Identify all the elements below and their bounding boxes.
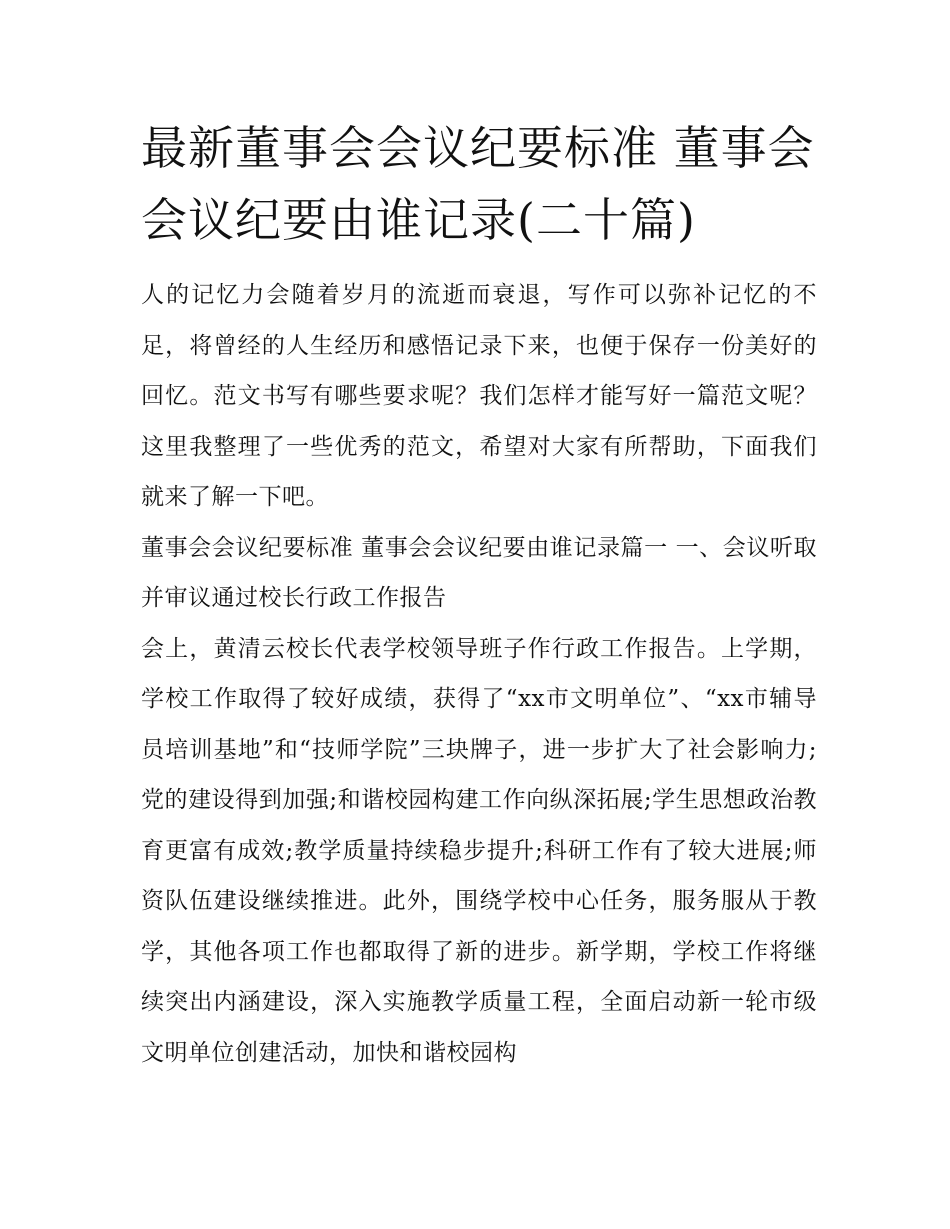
document-page (141, 112, 817, 1078)
paragraph-body: 会上，黄清云校长代表学校领导班子作行政工作报告。上学期，学校工作取得了较好成绩，获得了“xx市文明单位”、“xx市辅导员培训基地”和“技师学院”三块牌子，进一步扩大了社会影响力;党的建设得到加强;和谐校园构建工作向纵深拓展;学生思想政治教育更富有成效;教学质量持续稳步提升;科研工作有了较大进展;师资队伍建设继续推进。此外，围绕学校中心任务，服务服从于教学，其他各项工作也都取得了新的进步。新学期，学校工作将继续突出内涵建设，深入实施教学质量工程，全面启动新一轮市级文明单位创建活动，加快和谐校园构 (141, 635, 817, 1066)
document-title: 最新董事会会议纪要标准 董事会会议纪要由谁记录(二十篇) (141, 121, 815, 247)
paragraph-section-heading: 董事会会议纪要标准 董事会会议纪要由谁记录篇一 一、会议听取并审议通过校长行政工作报告 (141, 534, 817, 611)
paragraph-intro: 人的记忆力会随着岁月的流逝而衰退，写作可以弥补记忆的不足，将曾经的人生经历和感悟记录下来，也便于保存一份美好的回忆。范文书写有哪些要求呢？我们怎样才能写好一篇范文呢？这里我整理了一些优秀的范文，希望对大家有所帮助，下面我们就来了解一下吧。 (141, 282, 817, 510)
